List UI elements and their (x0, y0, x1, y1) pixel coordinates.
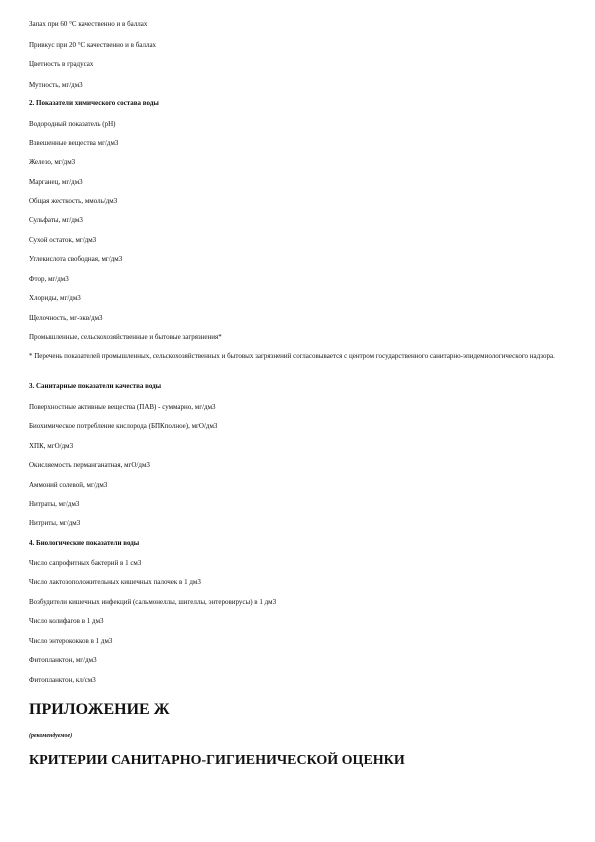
text-line: Число сапрофитных бактерий в 1 см3 (29, 559, 142, 567)
text-line: Фитопланктон, мг/дм3 (29, 656, 97, 664)
text-line: Сульфаты, мг/дм3 (29, 216, 83, 224)
criteria-title: КРИТЕРИИ САНИТАРНО-ГИГИЕНИЧЕСКОЙ ОЦЕНКИ (29, 753, 405, 768)
text-line: Запах при 60 °С качественно и в баллах (29, 20, 148, 28)
footnote: * Перечень показателей промышленных, сельскохозяйственных и бытовых загрязнений согласовывается с центром государственного санитарно-эпидемиологического надзора. (29, 352, 555, 360)
text-line: Хлориды, мг/дм3 (29, 294, 81, 302)
text-line: Число лактозоположительных кишечных палочек в 1 дм3 (29, 578, 201, 586)
text-line: Общая жесткость, ммоль/дм3 (29, 197, 118, 205)
text-line: Фитопланктон, кл/см3 (29, 676, 96, 684)
text-line: ХПК, мгО/дм3 (29, 442, 74, 450)
text-line: Взвешенные вещества мг/дм3 (29, 139, 119, 147)
text-line: Число колифагов в 1 дм3 (29, 617, 104, 625)
text-line: Железо, мг/дм3 (29, 158, 76, 166)
text-line: Нитриты, мг/дм3 (29, 519, 81, 527)
section-heading: 3. Санитарные показатели качества воды (29, 382, 162, 390)
text-line: Марганец, мг/дм3 (29, 178, 83, 186)
section-heading: 2. Показатели химического состава воды (29, 99, 159, 107)
section-heading: 4. Биологические показатели воды (29, 539, 140, 547)
text-line: Число энтерококков в 1 дм3 (29, 637, 113, 645)
appendix-title: ПРИЛОЖЕНИЕ Ж (29, 701, 170, 718)
text-line: Привкус при 20 °С качественно и в баллах (29, 41, 157, 49)
text-line: Аммоний солевой, мг/дм3 (29, 481, 108, 489)
text-line: Окисляемость перманганатная, мгО/дм3 (29, 461, 150, 469)
text-line: Сухой остаток, мг/дм3 (29, 236, 97, 244)
text-line: Щелочность, мг-экв/дм3 (29, 314, 103, 322)
text-line: Биохимическое потребление кислорода (БПКполное), мгО/дм3 (29, 422, 218, 430)
text-line: Возбудители кишечных инфекций (сальмонеллы, шигеллы, энтеровирусы) в 1 дм3 (29, 598, 277, 606)
text-line: Мутность, мг/дм3 (29, 81, 83, 89)
text-line: Цветность в градусах (29, 60, 94, 68)
text-line: Нитраты, мг/дм3 (29, 500, 80, 508)
text-line: Фтор, мг/дм3 (29, 275, 69, 283)
text-line: Промышленные, сельскохозяйственные и бытовые загрязнения* (29, 333, 222, 341)
text-line: Углекислота свободная, мг/дм3 (29, 255, 123, 263)
appendix-note: (рекомендуемое) (29, 733, 73, 739)
text-line: Водородный показатель (рН) (29, 120, 116, 128)
text-line: Поверхностные активные вещества (ПАВ) - суммарно, мг/дм3 (29, 403, 216, 411)
